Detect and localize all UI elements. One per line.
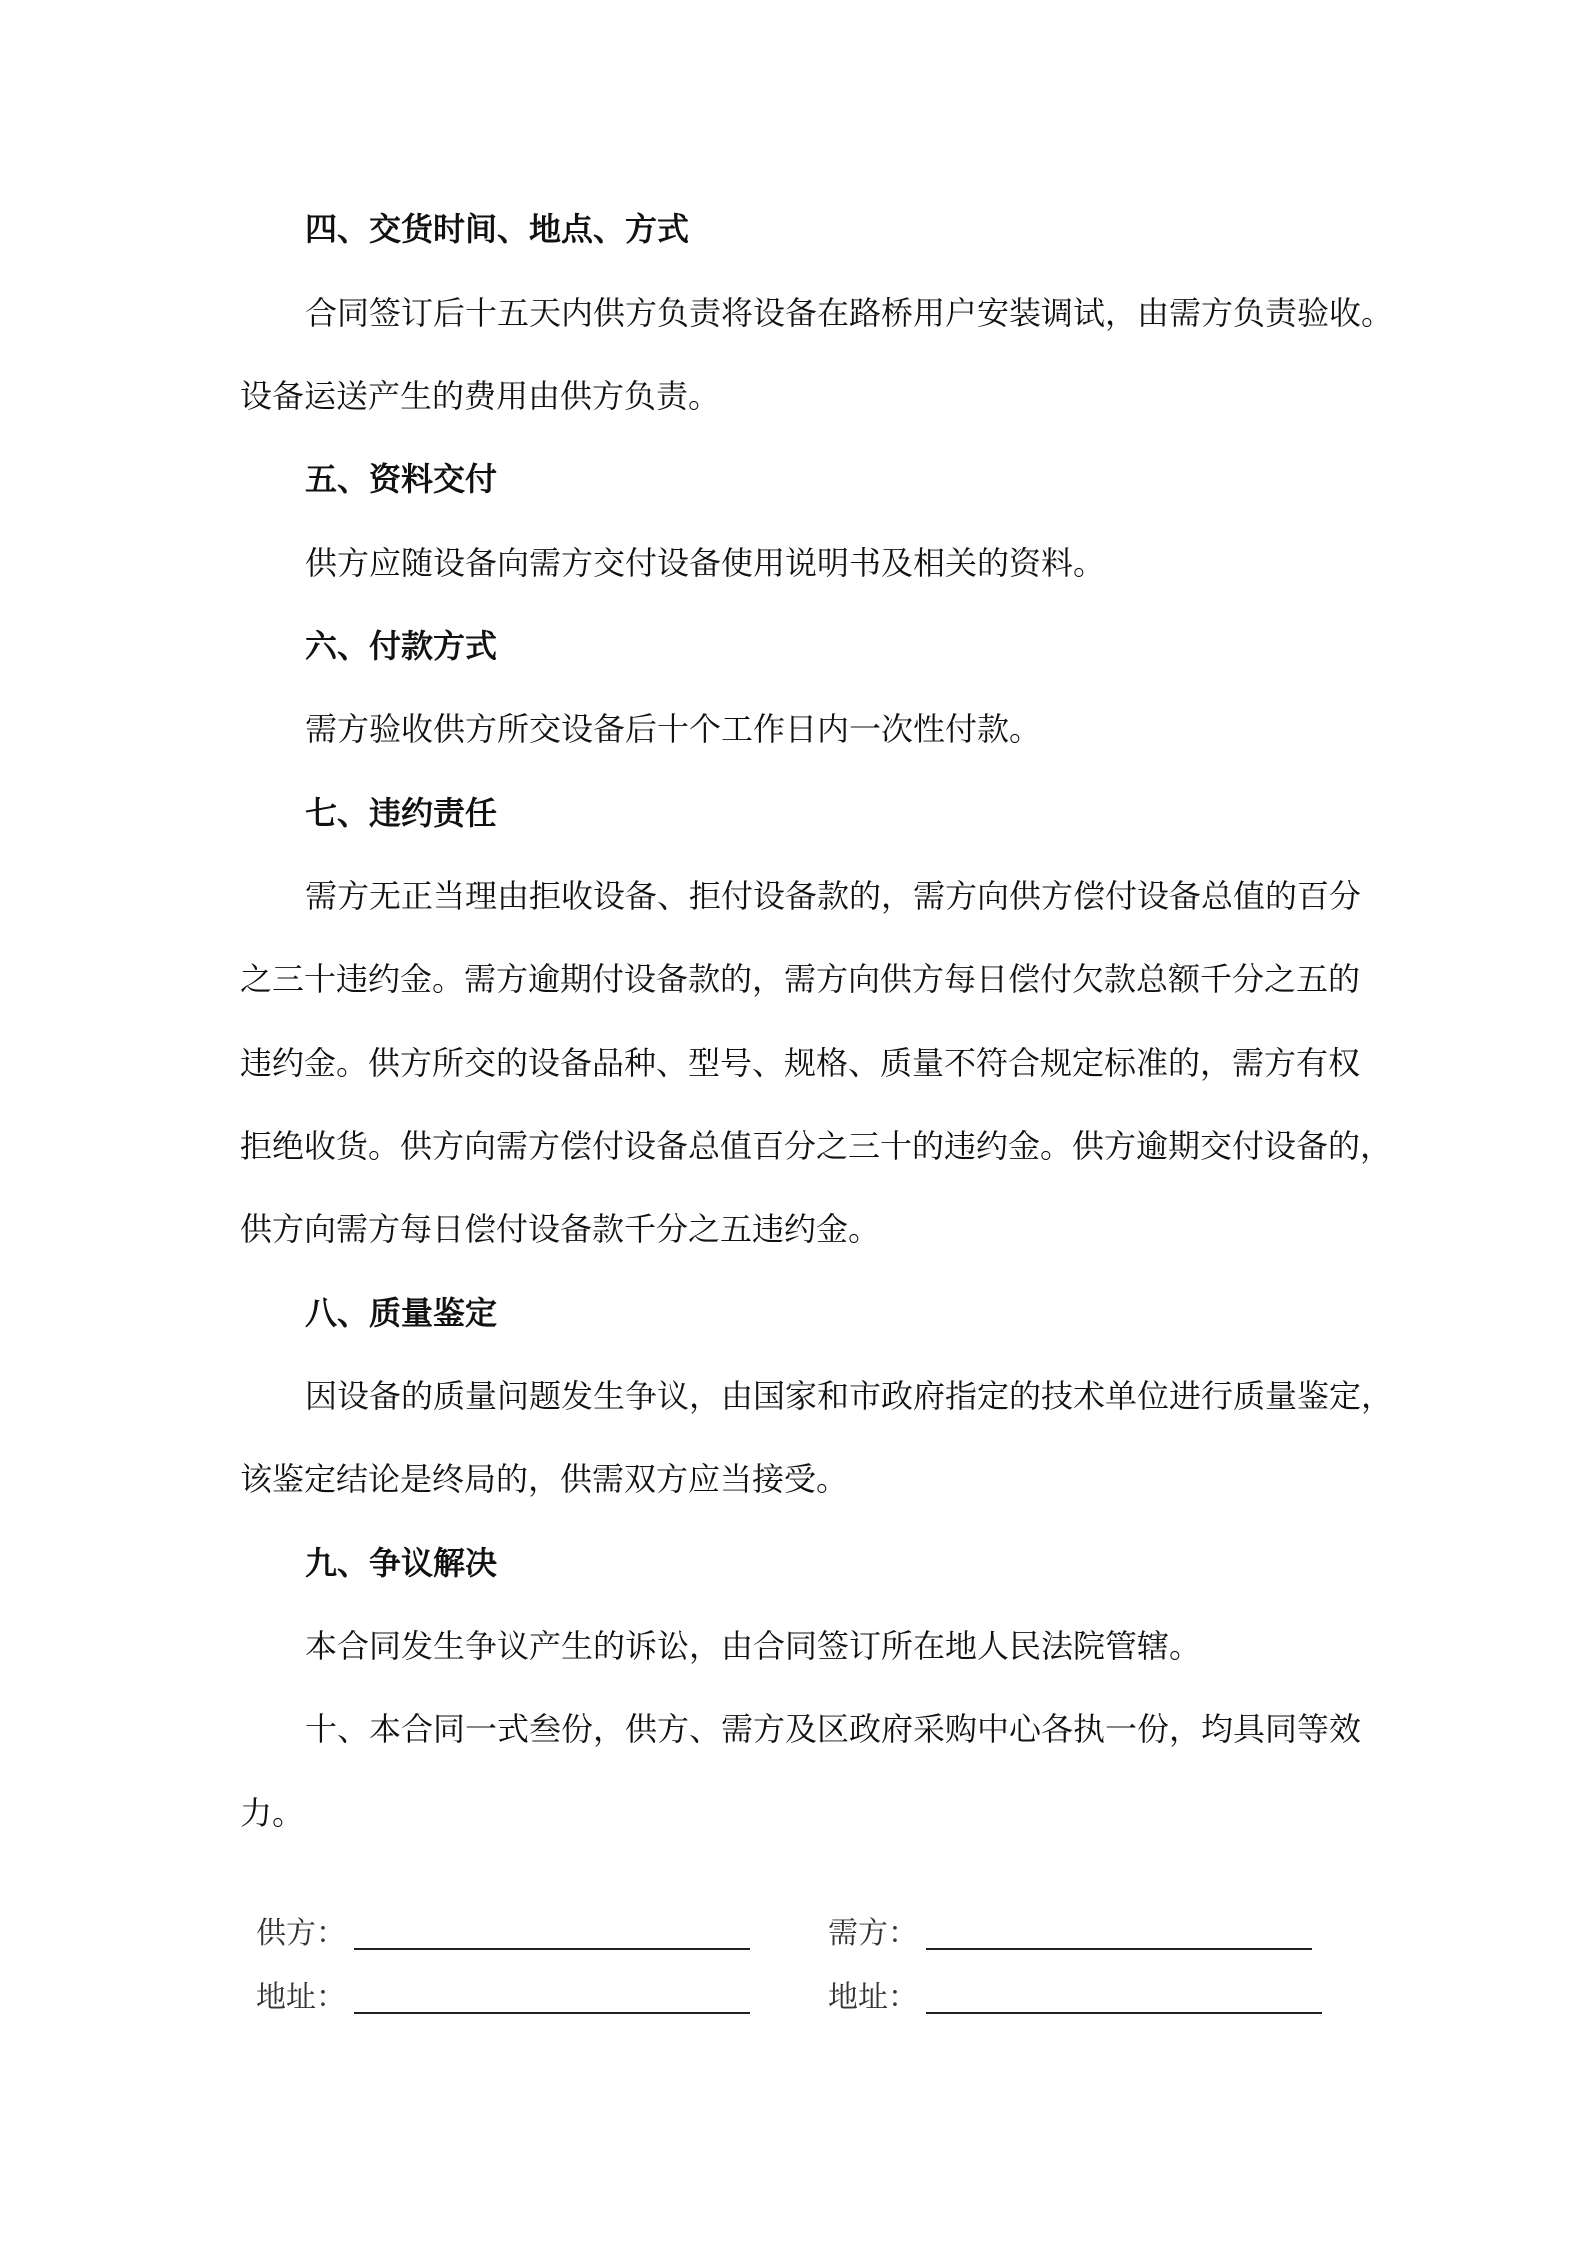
final-clause-line: 十、本合同一式叁份，供方、需方及区政府采购中心各执一份，均具同等效	[305, 1710, 1362, 1748]
paragraph-line: 之三十违约金。需方逾期付设备款的，需方向供方每日偿付欠款总额千分之五的	[240, 960, 1361, 998]
paragraph-line: 需方无正当理由拒收设备、拒付设备款的，需方向供方偿付设备总值的百分	[305, 877, 1362, 915]
paragraph-line: 因设备的质量问题发生争议，由国家和市政府指定的技术单位进行质量鉴定，	[305, 1377, 1394, 1415]
buyer-signature-row	[828, 1910, 1312, 1954]
paragraph-line: 违约金。供方所交的设备品种、型号、规格、质量不符合规定标准的，需方有权	[240, 1044, 1361, 1082]
supplier-signature-row	[256, 1910, 750, 1954]
buyer-address-row	[828, 1974, 1322, 2018]
section-heading-quality: 八、质量鉴定	[305, 1294, 498, 1332]
section-heading-liability: 七、违约责任	[305, 794, 498, 832]
buyer-address-field[interactable]	[926, 1976, 1322, 2014]
paragraph-line: 本合同发生争议产生的诉讼，由合同签订所在地人民法院管辖。	[305, 1627, 1202, 1665]
section-heading-payment: 六、付款方式	[305, 627, 498, 665]
paragraph-line: 供方向需方每日偿付设备款千分之五违约金。	[240, 1210, 881, 1248]
buyer-label: 需方：	[828, 1916, 918, 1951]
supplier-address-row	[256, 1974, 750, 2018]
paragraph-line: 供方应随设备向需方交付设备使用说明书及相关的资料。	[305, 544, 1106, 582]
buyer-address-label: 地址：	[828, 1980, 918, 2015]
paragraph-line: 该鉴定结论是终局的，供需双方应当接受。	[240, 1460, 849, 1498]
section-heading-dispute: 九、争议解决	[305, 1544, 498, 1582]
paragraph-line: 设备运送产生的费用由供方负责。	[240, 377, 721, 415]
final-clause-line: 力。	[240, 1794, 305, 1832]
supplier-signature-field[interactable]	[354, 1912, 750, 1950]
supplier-label: 供方：	[256, 1916, 346, 1951]
supplier-address-label: 地址：	[256, 1980, 346, 2015]
supplier-address-field[interactable]	[354, 1976, 750, 2014]
paragraph-line: 拒绝收货。供方向需方偿付设备总值百分之三十的违约金。供方逾期交付设备的，	[240, 1127, 1393, 1165]
section-heading-documents: 五、资料交付	[305, 460, 498, 498]
section-heading-delivery: 四、交货时间、地点、方式	[305, 210, 690, 248]
paragraph-line: 需方验收供方所交设备后十个工作日内一次性付款。	[305, 710, 1042, 748]
buyer-signature-field[interactable]	[926, 1912, 1312, 1950]
paragraph-line: 合同签订后十五天内供方负责将设备在路桥用户安装调试，由需方负责验收。	[305, 294, 1394, 332]
